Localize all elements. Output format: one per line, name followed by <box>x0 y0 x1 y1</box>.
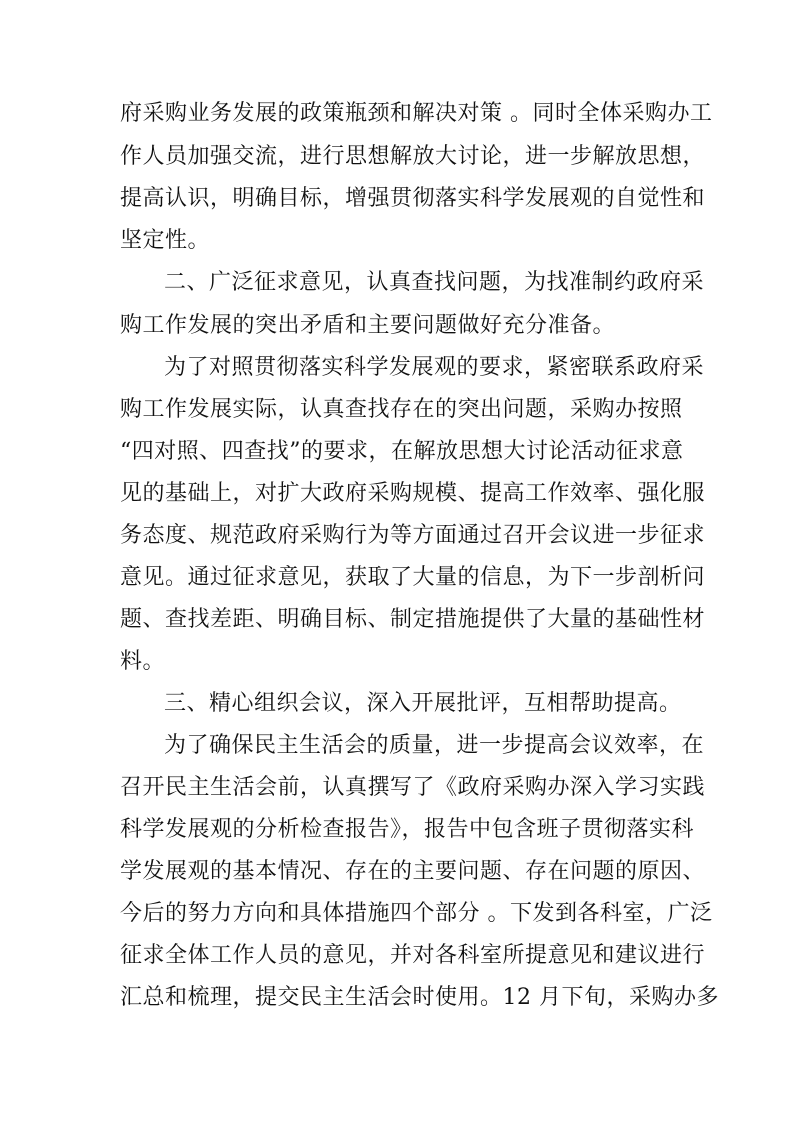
text-line: 坚定性。 <box>120 228 211 253</box>
text-line: 务态度、规范政府采购行为等方面通过召开会议进一步征求 <box>120 523 706 548</box>
text-line: 题、查找差距、明确目标、制定措施提供了大量的基础性材 <box>120 607 706 632</box>
text-line: 府采购业务发展的政策瓶颈和解决对策 。同时全体采购办工 <box>120 101 713 126</box>
text-line: 作人员加强交流，进行思想解放大讨论，进一步解放思想， <box>120 144 706 169</box>
text-line: 见的基础上，对扩大政府采购规模、提高工作效率、强化服 <box>120 481 706 506</box>
text-line: 购工作发展的突出矛盾和主要问题做好充分准备。 <box>120 313 616 338</box>
text-line: 汇总和梳理，提交民主生活会时使用。12 月下旬，采购办多 <box>120 985 719 1010</box>
text-line: 征求全体工作人员的意见，并对各科室所提意见和建议进行 <box>120 943 706 968</box>
text-line: 学发展观的基本情况、存在的主要问题、存在问题的原因、 <box>120 859 706 884</box>
text-line: 购工作发展实际，认真查找存在的突出问题，采购办按照 <box>120 397 683 422</box>
paragraph-start: 为了确保民主生活会的质量，进一步提高会议效率，在 <box>164 733 705 758</box>
section-heading: 二、广泛征求意见，认真查找问题，为找准制约政府采 <box>164 270 705 295</box>
section-heading: 三、精心组织会议，深入开展批评，互相帮助提高。 <box>164 691 682 716</box>
text-line: 召开民主生活会前，认真撰写了《政府采购办深入学习实践 <box>120 775 706 800</box>
text-line: 提高认识，明确目标，增强贯彻落实科学发展观的自觉性和 <box>120 186 706 211</box>
text-line: 今后的努力方向和具体措施四个部分 。下发到各科室，广泛 <box>120 901 713 926</box>
text-line: “四对照、四查找”的要求，在解放思想大讨论活动征求意 <box>120 439 684 464</box>
paragraph-start: 为了对照贯彻落实科学发展观的要求，紧密联系政府采 <box>164 355 705 380</box>
text-line: 科学发展观的分析检查报告》，报告中包含班子贯彻落实科 <box>120 817 695 842</box>
text-line: 料。 <box>120 649 166 674</box>
text-line: 意见。通过征求意见，获取了大量的信息，为下一步剖析问 <box>120 565 706 590</box>
